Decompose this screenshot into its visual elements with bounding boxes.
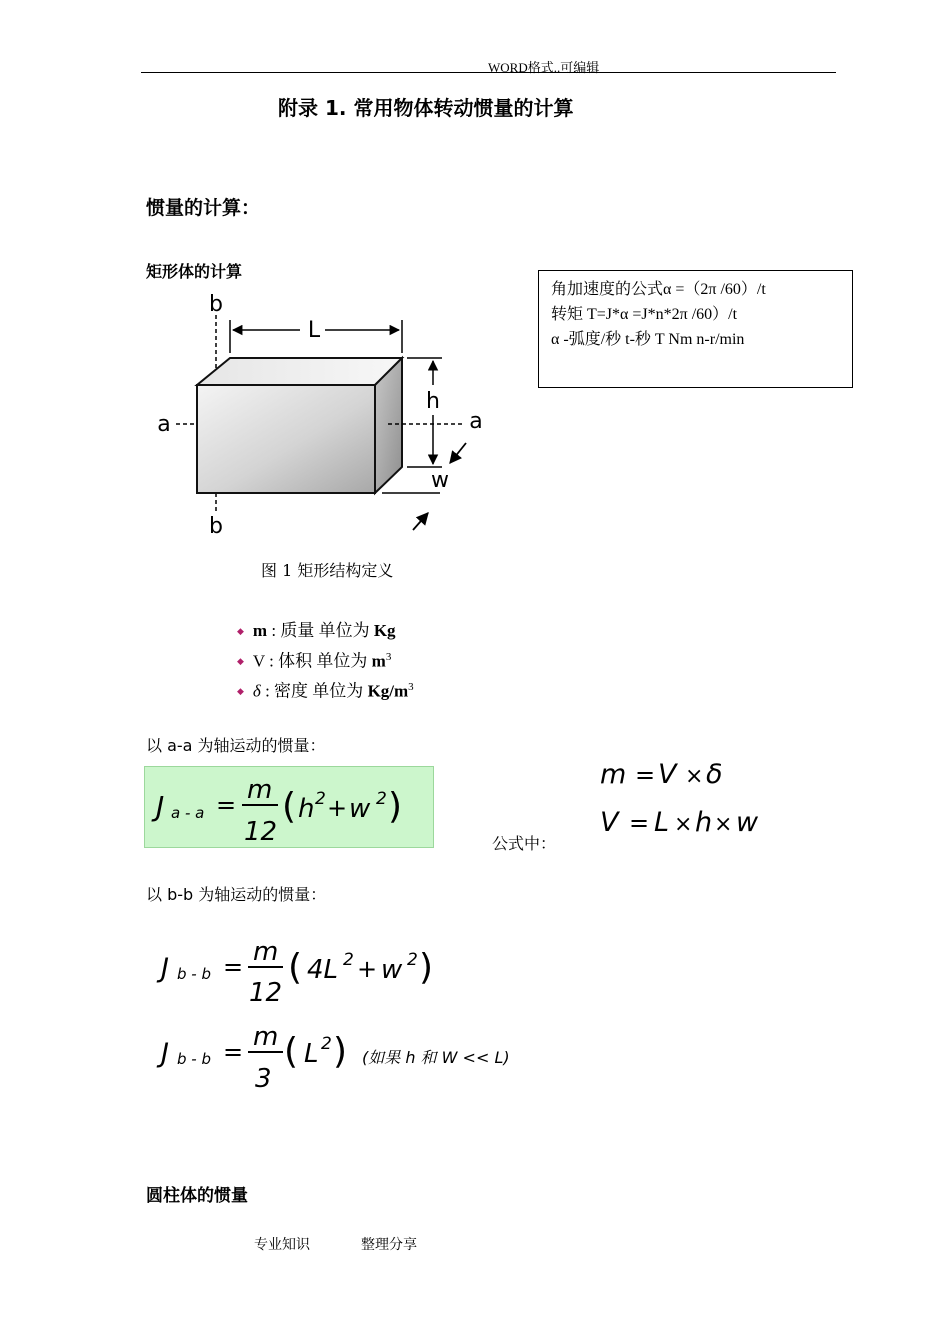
svg-text:m: m	[253, 1022, 279, 1052]
footer-right: 整理分享	[361, 1237, 417, 1253]
svg-text:m: m	[600, 759, 627, 790]
var-unit: Kg	[373, 621, 396, 640]
label-w: w	[431, 468, 449, 493]
svg-text:J: J	[161, 953, 169, 984]
cylinder-heading: 圆柱体的惯量	[146, 1186, 248, 1206]
svg-text:L: L	[654, 807, 670, 838]
svg-text:3: 3	[255, 1064, 272, 1094]
variable-list	[237, 619, 414, 706]
svg-text:2: 2	[343, 950, 354, 970]
svg-text:=: =	[635, 761, 656, 789]
svg-text:(: (	[284, 1031, 299, 1072]
svg-text:V: V	[658, 759, 677, 790]
svg-text:+: +	[357, 955, 378, 983]
svg-text:2: 2	[315, 789, 326, 809]
svg-text:): )	[388, 786, 403, 827]
rectangular-block-figure	[140, 285, 500, 545]
header-rule	[141, 72, 836, 73]
svg-text:×: ×	[685, 764, 704, 789]
label-b-bottom: b	[209, 514, 223, 539]
label-L: L	[307, 318, 321, 343]
svg-text:J: J	[161, 1038, 169, 1069]
svg-text:(: (	[288, 947, 303, 988]
rect-heading: 矩形体的计算	[146, 262, 243, 281]
svg-text:=: =	[223, 1038, 244, 1066]
svg-text:+: +	[327, 794, 348, 822]
svg-text:δ: δ	[706, 759, 723, 790]
block-top-face	[197, 358, 402, 385]
var-symbol: δ	[252, 681, 261, 701]
var-unit: m	[371, 651, 386, 671]
svg-text:b - b: b - b	[177, 965, 211, 983]
svg-text:=: =	[216, 791, 237, 819]
svg-text:w: w	[381, 955, 403, 985]
info-line-1: 角加速度的公式α =（2π /60）/t	[551, 281, 766, 298]
svg-text:2: 2	[376, 789, 387, 809]
svg-text:2: 2	[321, 1034, 332, 1054]
svg-text:12: 12	[244, 817, 278, 847]
bb-formulas	[155, 935, 545, 1095]
svg-text:): )	[419, 947, 434, 988]
dim-w-arrow-bottom	[413, 513, 428, 530]
svg-text:×: ×	[674, 812, 693, 837]
var-desc: : 密度 单位为	[260, 681, 368, 701]
svg-text:×: ×	[714, 812, 733, 837]
svg-text:4L: 4L	[307, 955, 339, 985]
page-header: WORD格式..可编辑	[488, 60, 600, 75]
svg-text:12: 12	[249, 978, 283, 1008]
info-line-3: α -弧度/秒 t-秒 T Nm n-r/min	[551, 331, 745, 348]
formula-note: 公式中：	[492, 834, 557, 853]
aa-axis-label: 以 a-a 为轴运动的惯量：	[146, 736, 326, 755]
bb-axis-label: 以 b-b 为轴运动的惯量：	[146, 885, 327, 904]
section-heading: 惯量的计算：	[146, 197, 261, 219]
label-b-top: b	[209, 292, 223, 317]
var-unit-sup: 3	[385, 650, 392, 663]
block-front-face	[197, 385, 375, 493]
svg-text:w: w	[349, 794, 371, 824]
mass-volume-formulas	[596, 752, 776, 842]
svg-text:): )	[333, 1031, 348, 1072]
svg-text:=: =	[629, 809, 650, 837]
var-symbol: V	[252, 651, 265, 671]
svg-text:w: w	[736, 807, 759, 838]
document-title: 附录 1. 常用物体转动惯量的计算	[278, 96, 574, 120]
var-symbol: m	[252, 621, 268, 640]
variable-item	[237, 676, 414, 706]
svg-text:J: J	[156, 790, 165, 823]
svg-text:2: 2	[407, 950, 418, 970]
label-a-left: a	[157, 412, 171, 437]
svg-text:a - a: a - a	[171, 804, 205, 822]
diamond-bullet-icon: ◆	[237, 626, 244, 636]
var-unit-sup: 3	[408, 680, 414, 693]
dim-w-arrow-top	[450, 443, 466, 463]
svg-text:=: =	[223, 953, 244, 981]
diamond-bullet-icon: ◆	[237, 686, 244, 697]
svg-text:L: L	[304, 1039, 319, 1069]
svg-text:h: h	[695, 807, 713, 838]
var-unit: Kg/m	[367, 681, 409, 701]
svg-text:V: V	[600, 807, 619, 838]
bb-condition: (如果 h 和 W << L)	[362, 1048, 510, 1067]
var-desc: : 体积 单位为	[264, 651, 372, 671]
diamond-bullet-icon: ◆	[237, 656, 244, 667]
svg-text:m: m	[247, 775, 273, 805]
formula-info-box	[538, 270, 853, 388]
variable-item	[237, 619, 414, 646]
svg-text:b - b: b - b	[177, 1050, 211, 1068]
footer-left: 专业知识	[254, 1237, 310, 1253]
svg-text:(: (	[282, 786, 297, 827]
variable-item	[237, 646, 414, 676]
label-h: h	[426, 389, 440, 414]
info-line-2: 转矩 T=J*α =J*n*2π /60）/t	[551, 306, 738, 323]
svg-text:m: m	[253, 937, 279, 967]
label-a-right: a	[469, 409, 483, 434]
svg-text:h: h	[298, 794, 315, 824]
var-desc: : 质量 单位为	[267, 621, 374, 640]
aa-formula	[144, 766, 434, 848]
figure-caption: 图 1 矩形结构定义	[261, 561, 394, 580]
